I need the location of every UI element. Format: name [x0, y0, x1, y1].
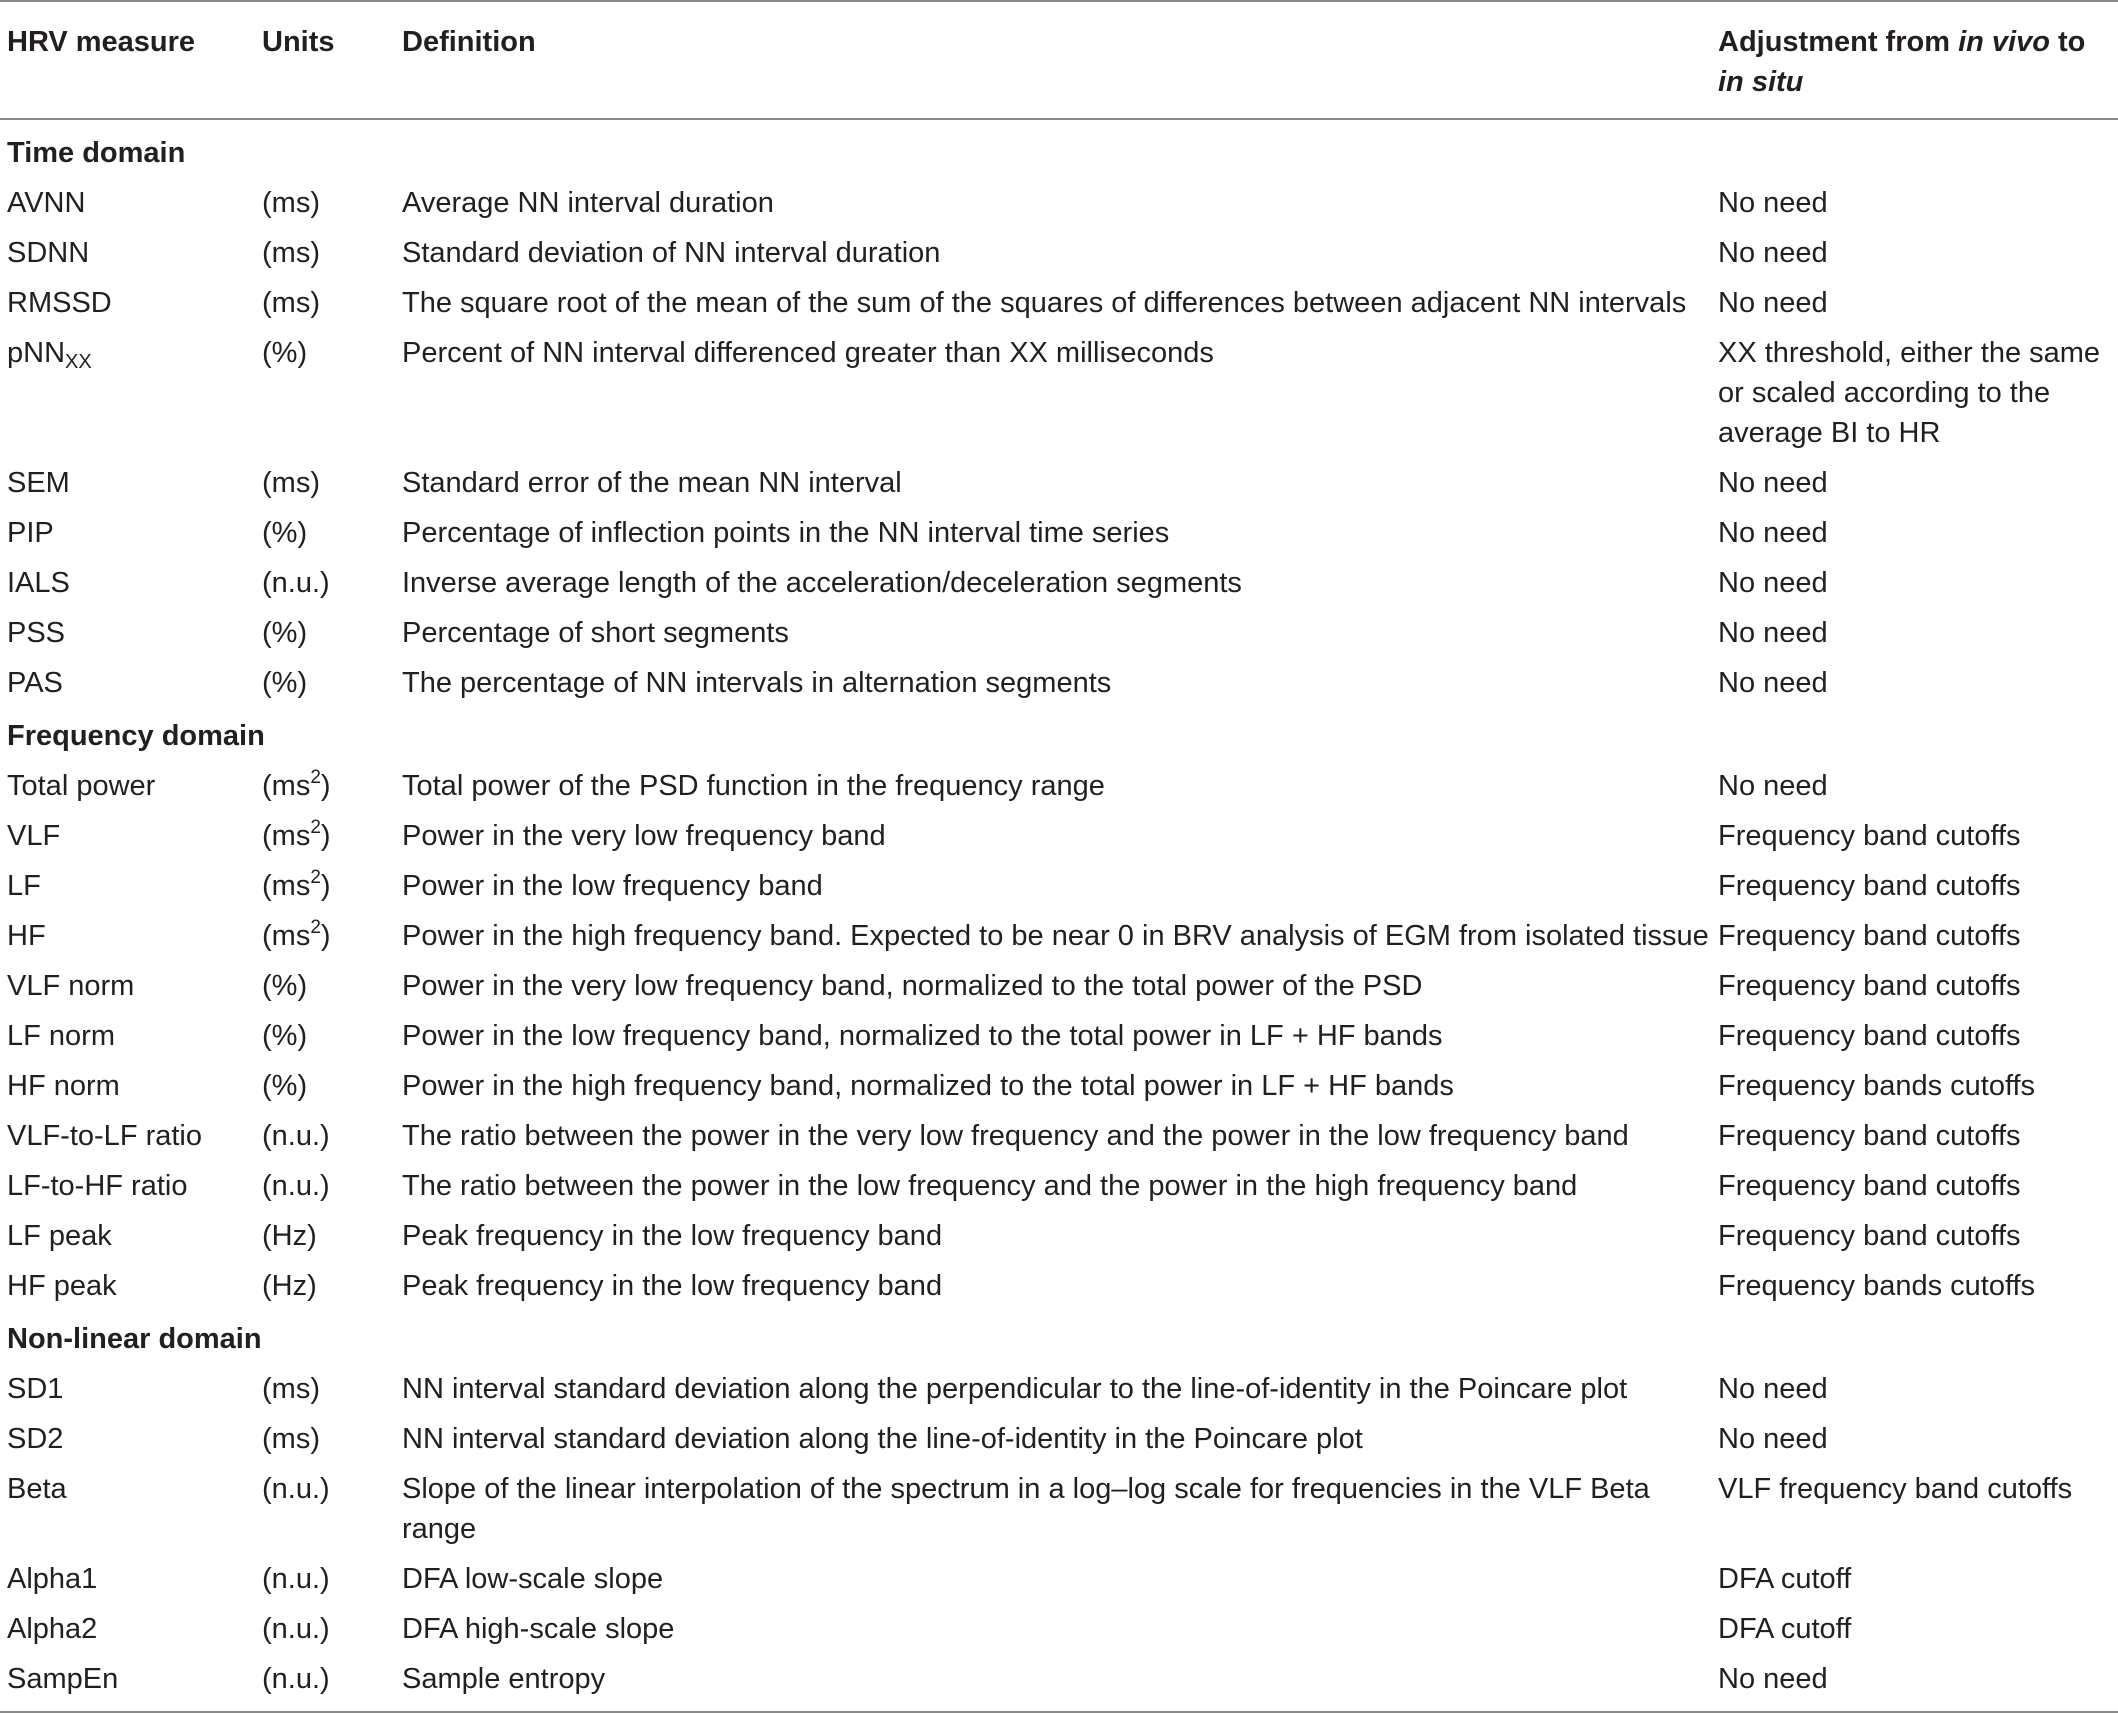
cell-definition: Power in the very low frequency band, normalized to the total power of the PSD	[402, 970, 1423, 1002]
table-row	[0, 1263, 2118, 1313]
table-row	[0, 1606, 2118, 1656]
cell-units: (Hz)	[262, 1270, 317, 1302]
cell-adjustment: No need	[1718, 517, 1828, 549]
cell-measure: LF peak	[7, 1220, 112, 1252]
cell-units: (%)	[262, 617, 308, 649]
table-row	[0, 1656, 2118, 1712]
cell-definition: Average NN interval duration	[402, 187, 774, 219]
cell-units	[262, 913, 402, 963]
header-definition: Definition	[402, 1, 1718, 119]
header-adjustment-prefix: Adjustment from	[1718, 26, 1959, 58]
cell-units	[262, 813, 402, 863]
cell-definition: Power in the low frequency band, normalized to the total power in LF + HF bands	[402, 1020, 1443, 1052]
cell-definition: Sample entropy	[402, 1656, 1718, 1712]
cell-units: (%)	[262, 1070, 308, 1102]
cell-units: (ms)	[262, 467, 320, 499]
cell-definition: Peak frequency in the low frequency band	[402, 1270, 943, 1302]
cell-measure: Alpha2	[7, 1613, 98, 1645]
cell-units: (n.u.)	[262, 1656, 402, 1712]
cell-units: (Hz)	[262, 1220, 317, 1252]
section-row-time-domain	[0, 119, 2118, 180]
cell-adjustment: No need	[1718, 1656, 2118, 1712]
table-row	[0, 963, 2118, 1013]
section-row-non-linear-domain	[0, 1313, 2118, 1366]
cell-units: (ms)	[262, 1373, 320, 1405]
cell-measure: SDNN	[7, 237, 90, 269]
table-body	[0, 119, 2118, 1712]
cell-units: (n.u.)	[262, 567, 330, 599]
header-units: Units	[262, 1, 402, 119]
cell-adjustment: No need	[1718, 667, 1828, 699]
table-row	[0, 560, 2118, 610]
table-row	[0, 460, 2118, 510]
table-row	[0, 280, 2118, 330]
cell-units: (n.u.)	[262, 1563, 330, 1595]
cell-measure: Alpha1	[7, 1563, 98, 1595]
table-row	[0, 1416, 2118, 1466]
cell-measure: PIP	[7, 517, 54, 549]
cell-definition: Power in the very low frequency band	[402, 820, 886, 852]
table-row	[0, 763, 2118, 813]
cell-definition: The ratio between the power in the low frequency and the power in the high frequency band	[402, 1170, 1578, 1202]
header-adjustment-to: to	[2049, 26, 2086, 58]
cell-measure: Total power	[7, 770, 156, 802]
cell-adjustment: No need	[1718, 287, 1828, 319]
table-header	[0, 1, 2118, 119]
cell-units: (n.u.)	[262, 1613, 330, 1645]
cell-adjustment: Frequency band cutoffs	[1718, 920, 2021, 952]
table-row	[0, 1556, 2118, 1606]
header-adjustment	[1718, 1, 2118, 119]
cell-measure: Beta	[7, 1473, 67, 1505]
cell-definition: Peak frequency in the low frequency band	[402, 1220, 943, 1252]
cell-adjustment: No need	[1718, 467, 1828, 499]
table-row	[0, 1213, 2118, 1263]
cell-units: (%)	[262, 1020, 308, 1052]
table-row	[0, 330, 2118, 460]
table-row	[0, 230, 2118, 280]
units-superscript: 2	[310, 767, 321, 788]
units-superscript: 2	[310, 917, 321, 938]
section-title: Frequency domain	[7, 720, 265, 752]
cell-definition: Inverse average length of the acceleration/deceleration segments	[402, 567, 1242, 599]
cell-adjustment: No need	[1718, 237, 1828, 269]
cell-units	[262, 763, 402, 813]
cell-definition: DFA high-scale slope	[402, 1613, 675, 1645]
cell-definition: Power in the high frequency band, normalized to the total power in LF + HF bands	[402, 1070, 1454, 1102]
cell-definition: Power in the low frequency band	[402, 870, 823, 902]
cell-measure: LF norm	[7, 1020, 115, 1052]
cell-adjustment: Frequency band cutoffs	[1718, 970, 2021, 1002]
cell-definition: Slope of the linear interpolation of the spectrum in a log–log scale for frequencies in the VLF Beta range	[402, 1473, 1650, 1545]
cell-measure: HF peak	[7, 1270, 117, 1302]
cell-definition: The ratio between the power in the very low frequency and the power in the low frequency band	[402, 1120, 1629, 1152]
header-adjustment-in-vivo: in vivo	[1958, 26, 2050, 58]
cell-definition: Percentage of inflection points in the NN interval time series	[402, 517, 1170, 549]
cell-adjustment: Frequency bands cutoffs	[1718, 1270, 2036, 1302]
cell-units: (ms)	[262, 1423, 320, 1455]
cell-definition: Total power of the PSD function in the frequency range	[402, 770, 1105, 802]
cell-measure: AVNN	[7, 187, 86, 219]
cell-definition: Standard deviation of NN interval duration	[402, 237, 941, 269]
cell-units	[262, 863, 402, 913]
cell-definition: Percentage of short segments	[402, 617, 789, 649]
cell-adjustment: Frequency band cutoffs	[1718, 1220, 2021, 1252]
cell-measure: PSS	[7, 617, 66, 649]
section-title: Non-linear domain	[7, 1323, 262, 1355]
table-row	[0, 1113, 2118, 1163]
cell-units: (n.u.)	[262, 1120, 330, 1152]
cell-units: (ms)	[262, 237, 320, 269]
units-base: (ms	[262, 820, 311, 852]
cell-measure: VLF-to-LF ratio	[7, 1120, 202, 1152]
cell-measure: HF	[7, 920, 46, 952]
cell-adjustment: Frequency band cutoffs	[1718, 1120, 2021, 1152]
cell-measure: LF	[7, 870, 41, 902]
table-row	[0, 863, 2118, 913]
cell-adjustment: No need	[1718, 770, 1828, 802]
section-title: Time domain	[7, 137, 186, 169]
cell-measure	[0, 330, 262, 460]
cell-adjustment: No need	[1718, 617, 1828, 649]
units-close: )	[320, 870, 331, 902]
cell-measure: SEM	[7, 467, 70, 499]
cell-adjustment: XX threshold, either the same or scaled according to the average BI to HR	[1718, 337, 2101, 449]
cell-definition: NN interval standard deviation along the line-of-identity in the Poincare plot	[402, 1423, 1363, 1455]
table-row	[0, 510, 2118, 560]
cell-units: (%)	[262, 517, 308, 549]
units-base: (ms	[262, 870, 311, 902]
cell-measure: VLF	[7, 820, 61, 852]
cell-adjustment: Frequency bands cutoffs	[1718, 1070, 2036, 1102]
table-row	[0, 1013, 2118, 1063]
header-adjustment-in-situ: in situ	[1718, 66, 1804, 98]
cell-definition: NN interval standard deviation along the perpendicular to the line-of-identity in the Poincare plot	[402, 1373, 1628, 1405]
table-row	[0, 660, 2118, 710]
units-close: )	[320, 770, 331, 802]
table-row	[0, 1466, 2118, 1556]
table-row	[0, 180, 2118, 230]
header-hrv-measure: HRV measure	[0, 1, 262, 119]
header-row	[0, 1, 2118, 119]
cell-adjustment: Frequency band cutoffs	[1718, 870, 2021, 902]
section-row-frequency-domain	[0, 710, 2118, 763]
table-row	[0, 913, 2118, 963]
units-superscript: 2	[310, 817, 321, 838]
cell-adjustment: No need	[1718, 567, 1828, 599]
cell-adjustment: VLF frequency band cutoffs	[1718, 1473, 2073, 1505]
cell-measure: SD2	[7, 1423, 64, 1455]
cell-adjustment: No need	[1718, 187, 1828, 219]
cell-adjustment: Frequency band cutoffs	[1718, 1020, 2021, 1052]
cell-units: (n.u.)	[262, 1473, 330, 1505]
table-row	[0, 1366, 2118, 1416]
cell-adjustment: No need	[1718, 1373, 1828, 1405]
cell-units: (ms)	[262, 187, 320, 219]
cell-measure: VLF norm	[7, 970, 135, 1002]
cell-measure: SD1	[7, 1373, 64, 1405]
units-close: )	[320, 920, 331, 952]
cell-measure: IALS	[7, 567, 70, 599]
units-superscript: 2	[310, 867, 321, 888]
table-row	[0, 1163, 2118, 1213]
cell-units: (%)	[262, 337, 308, 369]
cell-definition: DFA low-scale slope	[402, 1563, 664, 1595]
cell-definition: The percentage of NN intervals in alternation segments	[402, 667, 1112, 699]
cell-adjustment: Frequency band cutoffs	[1718, 1170, 2021, 1202]
cell-measure: RMSSD	[7, 287, 112, 319]
cell-definition: Standard error of the mean NN interval	[402, 467, 902, 499]
table-row	[0, 610, 2118, 660]
cell-definition: The square root of the mean of the sum of the squares of differences between adjacent NN intervals	[402, 287, 1687, 319]
cell-definition: Power in the high frequency band. Expected to be near 0 in BRV analysis of EGM from isolated tissue	[402, 920, 1709, 952]
cell-adjustment: No need	[1718, 1423, 1828, 1455]
cell-measure: PAS	[7, 667, 63, 699]
measure-subscript: XX	[65, 351, 92, 373]
cell-units: (%)	[262, 667, 308, 699]
cell-definition: Percent of NN interval differenced greater than XX milliseconds	[402, 337, 1214, 369]
cell-measure: HF norm	[7, 1070, 120, 1102]
units-close: )	[320, 820, 331, 852]
cell-adjustment: DFA cutoff	[1718, 1613, 1852, 1645]
table-row	[0, 1063, 2118, 1113]
units-base: (ms	[262, 920, 311, 952]
table-row	[0, 813, 2118, 863]
units-base: (ms	[262, 770, 311, 802]
cell-adjustment: DFA cutoff	[1718, 1563, 1852, 1595]
cell-units: (%)	[262, 970, 308, 1002]
measure-base: pNN	[7, 337, 66, 369]
cell-units: (ms)	[262, 287, 320, 319]
cell-measure: SampEn	[0, 1656, 262, 1712]
cell-adjustment: Frequency band cutoffs	[1718, 820, 2021, 852]
cell-units: (n.u.)	[262, 1170, 330, 1202]
cell-measure: LF-to-HF ratio	[7, 1170, 188, 1202]
